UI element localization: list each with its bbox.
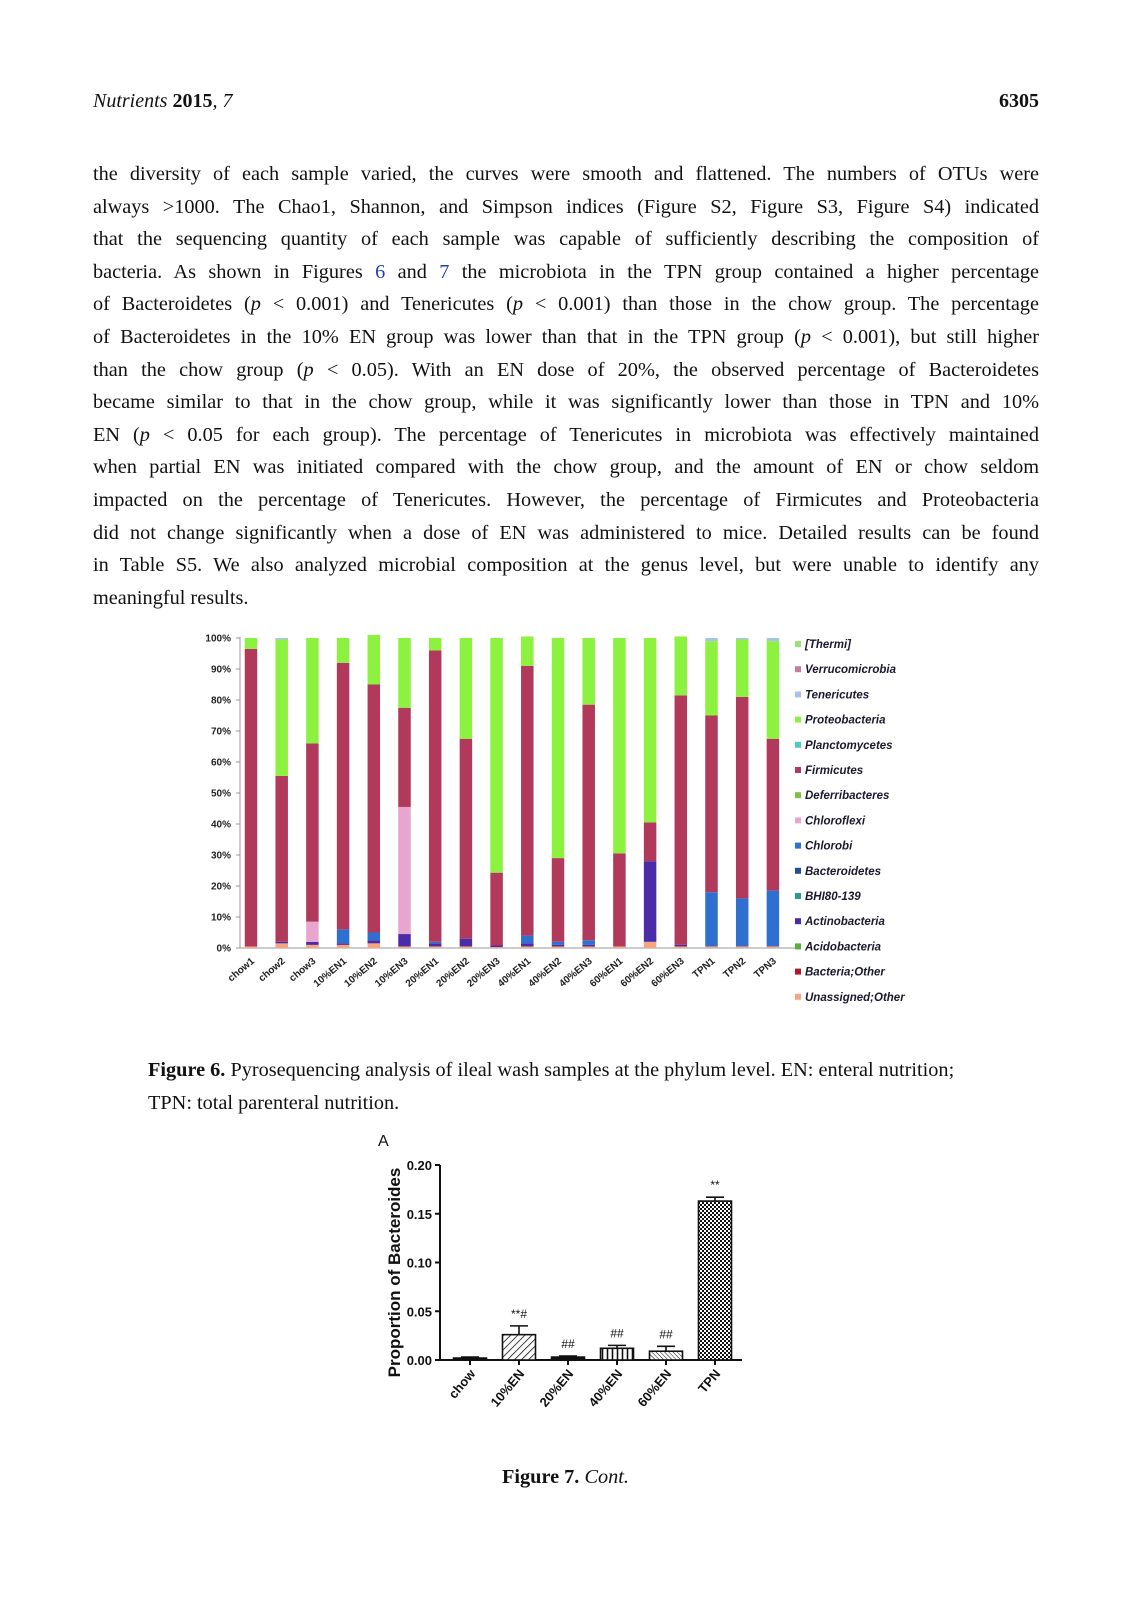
page-header xyxy=(93,90,1039,120)
bar-segment xyxy=(521,936,534,944)
bar-segment xyxy=(368,940,381,943)
bar-segment xyxy=(429,942,442,944)
x-tick-label: chow3 xyxy=(287,955,319,985)
bar-segment xyxy=(705,641,718,715)
text-line: in Table S5. We also analyzed microbial composition at the genus level, but were unable to identify any xyxy=(93,554,1039,577)
bar-segment xyxy=(275,943,288,948)
text-line: impacted on the percentage of Tenericutes. However, the percentage of Firmicutes and Proteobacteria xyxy=(93,488,1039,511)
bar-segment xyxy=(275,942,288,944)
journal-citation: Nutrients 2015, 7 xyxy=(93,90,233,112)
y-tick-label: 0.15 xyxy=(406,1206,432,1222)
bar-segment xyxy=(306,638,319,743)
y-tick-label: 100% xyxy=(205,633,231,645)
page-number: 6305 xyxy=(999,90,1039,112)
bar-segment xyxy=(306,922,319,942)
legend-swatch xyxy=(795,943,801,949)
x-tick-label: 40%EN xyxy=(585,1366,626,1410)
text-line: when partial EN was initiated compared with the chow group, and the amount of EN or chow seldom xyxy=(93,456,1039,479)
bar-segment xyxy=(460,939,473,947)
bar-segment xyxy=(275,638,288,640)
legend-entry: Planctomycetes xyxy=(805,739,893,752)
text-line: did not change significantly when a dose of EN was administered to mice. Detailed results can be found xyxy=(93,521,1039,544)
bar-segment xyxy=(705,892,718,946)
bar-segment xyxy=(736,898,749,946)
bar-segment xyxy=(736,946,749,948)
y-tick-label: 0.20 xyxy=(406,1158,432,1173)
bar-segment xyxy=(521,946,534,948)
legend-swatch xyxy=(795,691,801,697)
y-tick-label: 40% xyxy=(210,819,231,831)
bar-segment xyxy=(337,663,350,930)
legend-swatch xyxy=(795,792,801,798)
x-tick-label: 10%EN3 xyxy=(373,955,411,990)
text-line: that the sequencing quantity of each sample was capable of sufficiently describing the composition of xyxy=(93,228,1039,251)
bar-segment xyxy=(705,716,718,893)
text-line: bacteria. As shown in Figures 6 and 7 the microbiota in the TPN group contained a higher percentage xyxy=(93,260,1039,283)
legend-swatch xyxy=(795,641,801,647)
bar-segment xyxy=(582,946,595,948)
legend-swatch xyxy=(795,666,801,672)
legend-entry: Tenericutes xyxy=(805,689,870,702)
bar-segment xyxy=(644,942,657,948)
bar-segment xyxy=(613,946,626,948)
bar-segment xyxy=(552,945,565,947)
legend-entry: Verrucomicrobia xyxy=(805,664,896,677)
bar-segment xyxy=(705,638,718,641)
bar-segment xyxy=(521,666,534,936)
bar-segment xyxy=(245,946,258,948)
bar-segment xyxy=(582,945,595,947)
significance-label: ## xyxy=(561,1337,575,1352)
legend-entry: Chlorobi xyxy=(805,840,853,853)
bar-segment xyxy=(552,946,565,948)
bar-segment xyxy=(337,929,350,943)
text-line: of Bacteroidetes in the 10% EN group was lower than that in the TPN group (p < 0.001), but still higher xyxy=(93,325,1039,348)
bar-segment xyxy=(767,739,780,891)
y-tick-label: 90% xyxy=(210,664,231,676)
bar xyxy=(454,1358,487,1360)
x-tick-label: 60%EN1 xyxy=(588,955,626,990)
bar-segment xyxy=(460,638,473,739)
text-line: became similar to that in the chow group, while it was significantly lower than those in TPN and 10% xyxy=(93,391,1039,414)
bar-segment xyxy=(490,638,503,873)
bar-segment xyxy=(398,807,411,934)
legend-entry: [Thermi] xyxy=(805,639,851,651)
bar-segment xyxy=(398,708,411,807)
y-tick-label: 60% xyxy=(210,757,231,769)
legend-swatch xyxy=(795,817,801,823)
significance-label: **# xyxy=(510,1306,528,1321)
y-tick-label: 50% xyxy=(210,788,231,800)
significance-label: ## xyxy=(610,1326,624,1341)
text-line: than the chow group (p < 0.05). With an EN dose of 20%, the observed percentage of Bacteroidetes xyxy=(93,358,1039,381)
bar-segment xyxy=(368,933,381,941)
y-tick-label: 0.05 xyxy=(406,1304,432,1320)
figure-7-caption: Figure 7. Cont. xyxy=(502,1466,629,1488)
bar-segment xyxy=(675,945,688,947)
bar-segment xyxy=(429,638,442,650)
bar-segment xyxy=(490,947,503,948)
bar-segment xyxy=(552,638,565,858)
x-tick-label: chow2 xyxy=(256,955,288,985)
y-tick-label: 10% xyxy=(210,912,231,924)
bar-segment xyxy=(552,858,565,942)
legend-entry: Proteobacteria xyxy=(805,714,886,727)
bar-segment xyxy=(521,943,534,946)
legend-swatch xyxy=(795,893,801,899)
bar-segment xyxy=(490,946,503,948)
x-tick-label: TPN2 xyxy=(721,955,749,981)
bar-segment xyxy=(368,685,381,933)
bar-segment xyxy=(429,946,442,948)
bar-segment xyxy=(460,946,473,948)
legend-swatch xyxy=(795,994,801,1000)
y-tick-label: 30% xyxy=(210,850,231,862)
bar-segment xyxy=(705,946,718,948)
x-tick-label: 10%EN xyxy=(487,1366,528,1410)
x-tick-label: TPN1 xyxy=(690,955,718,981)
panel-label: A xyxy=(378,1133,389,1150)
bar-segment xyxy=(245,649,258,947)
x-tick-label: 20%EN xyxy=(536,1366,577,1410)
y-tick-label: 80% xyxy=(210,695,231,707)
bar-segment xyxy=(398,638,411,708)
text-line: meaningful results. xyxy=(93,586,249,609)
bar-segment xyxy=(613,638,626,853)
bar-segment xyxy=(490,873,503,946)
y-axis-label: Proportion of Bacteroides xyxy=(385,1167,404,1378)
bar xyxy=(601,1348,634,1360)
bar-segment xyxy=(675,695,688,945)
bar-segment xyxy=(398,934,411,946)
bar-segment xyxy=(736,638,749,640)
bar-segment xyxy=(736,640,749,697)
legend-swatch xyxy=(795,767,801,773)
bar-segment xyxy=(306,942,319,945)
legend-swatch xyxy=(795,969,801,975)
bar-segment xyxy=(275,776,288,942)
bar-segment xyxy=(306,945,319,948)
legend-swatch xyxy=(795,742,801,748)
y-tick-label: 0.00 xyxy=(406,1353,432,1368)
bar-segment xyxy=(337,945,350,948)
x-tick-label: 40%EN2 xyxy=(526,955,564,990)
x-tick-label: chow xyxy=(445,1366,479,1402)
bar-segment xyxy=(644,861,657,942)
bar-segment xyxy=(245,638,258,649)
bar-segment xyxy=(675,636,688,695)
x-tick-label: TPN xyxy=(695,1366,724,1396)
legend-swatch xyxy=(795,843,801,849)
x-tick-label: 20%EN3 xyxy=(465,955,503,990)
bar-segment xyxy=(429,943,442,946)
x-tick-label: 10%EN2 xyxy=(342,955,380,990)
bar-segment xyxy=(275,640,288,776)
legend-entry: BHI80-139 xyxy=(805,891,861,903)
bar-segment xyxy=(582,940,595,945)
legend-entry: Firmicutes xyxy=(805,765,864,777)
legend-entry: Chloroflexi xyxy=(805,815,866,828)
x-tick-label: 60%EN2 xyxy=(618,955,657,990)
bar-segment xyxy=(306,743,319,921)
y-tick-label: 0% xyxy=(216,943,231,955)
bar-segment xyxy=(613,853,626,946)
x-tick-label: 40%EN3 xyxy=(557,955,595,990)
x-tick-label: TPN3 xyxy=(752,955,779,981)
figure-6-caption: Figure 6. Pyrosequencing analysis of ileal wash samples at the phylum level. EN: enteral nutrition; TPN: total parenteral nutrition. xyxy=(148,1059,955,1114)
bar-segment xyxy=(767,638,780,641)
body-paragraph xyxy=(93,158,1039,614)
bar-segment xyxy=(368,635,381,685)
legend-entry: Actinobacteria xyxy=(805,916,885,929)
bar xyxy=(503,1335,536,1360)
bar-segment xyxy=(429,650,442,941)
text-line: the diversity of each sample varied, the curves were smooth and flattened. The numbers of OTUs were xyxy=(93,163,1039,185)
bar-segment xyxy=(644,638,657,822)
text-line: always >1000. The Chao1, Shannon, and Simpson indices (Figure S2, Figure S3, Figure S4) indicated xyxy=(93,195,1039,218)
bar-segment xyxy=(552,942,565,945)
bar-segment xyxy=(736,697,749,899)
legend-entry: Acidobacteria xyxy=(805,941,882,954)
bar xyxy=(552,1357,585,1360)
figure-7-bar-chart xyxy=(378,1133,750,1450)
y-tick-label: 20% xyxy=(210,881,231,893)
figure-6-stacked-bar-chart xyxy=(195,633,925,1005)
x-tick-label: chow1 xyxy=(226,955,257,985)
legend-swatch xyxy=(795,868,801,874)
significance-label: ** xyxy=(710,1178,720,1193)
bar-segment xyxy=(644,822,657,861)
text-line: EN (p < 0.05 for each group). The percentage of Tenericutes in microbiota was effectively maintained xyxy=(93,423,1040,446)
bar-segment xyxy=(767,641,780,739)
bar-segment xyxy=(337,943,350,945)
x-tick-label: 20%EN2 xyxy=(434,955,472,990)
bar-segment xyxy=(521,636,534,665)
legend-entry: Bacteria;Other xyxy=(805,966,885,979)
x-tick-label: 20%EN1 xyxy=(403,955,442,990)
x-tick-label: 10%EN1 xyxy=(311,955,350,990)
y-tick-label: 70% xyxy=(210,726,231,738)
bar xyxy=(699,1201,732,1360)
bar-segment xyxy=(582,705,595,941)
legend-entry: Bacteroidetes xyxy=(805,865,882,878)
bar-segment xyxy=(767,946,780,948)
text-line: of Bacteroidetes (p < 0.001) and Tenericutes (p < 0.001) than those in the chow group. The percentage xyxy=(93,293,1039,316)
bar-segment xyxy=(368,943,381,948)
legend-entry: Unassigned;Other xyxy=(805,991,905,1004)
y-tick-label: 0.10 xyxy=(406,1255,432,1271)
x-tick-label: 60%EN3 xyxy=(649,955,687,990)
bar-segment xyxy=(398,946,411,948)
x-tick-label: 60%EN xyxy=(634,1366,675,1410)
legend-swatch xyxy=(795,717,801,723)
significance-label: ## xyxy=(659,1327,673,1342)
bar xyxy=(650,1351,683,1360)
bar-segment xyxy=(767,891,780,947)
bar-segment xyxy=(460,739,473,939)
legend-swatch xyxy=(795,918,801,924)
bar-segment xyxy=(337,638,350,663)
bar-segment xyxy=(675,946,688,948)
bar-segment xyxy=(582,638,595,705)
legend-entry: Deferribacteres xyxy=(805,790,890,803)
x-tick-label: 40%EN1 xyxy=(495,955,534,990)
